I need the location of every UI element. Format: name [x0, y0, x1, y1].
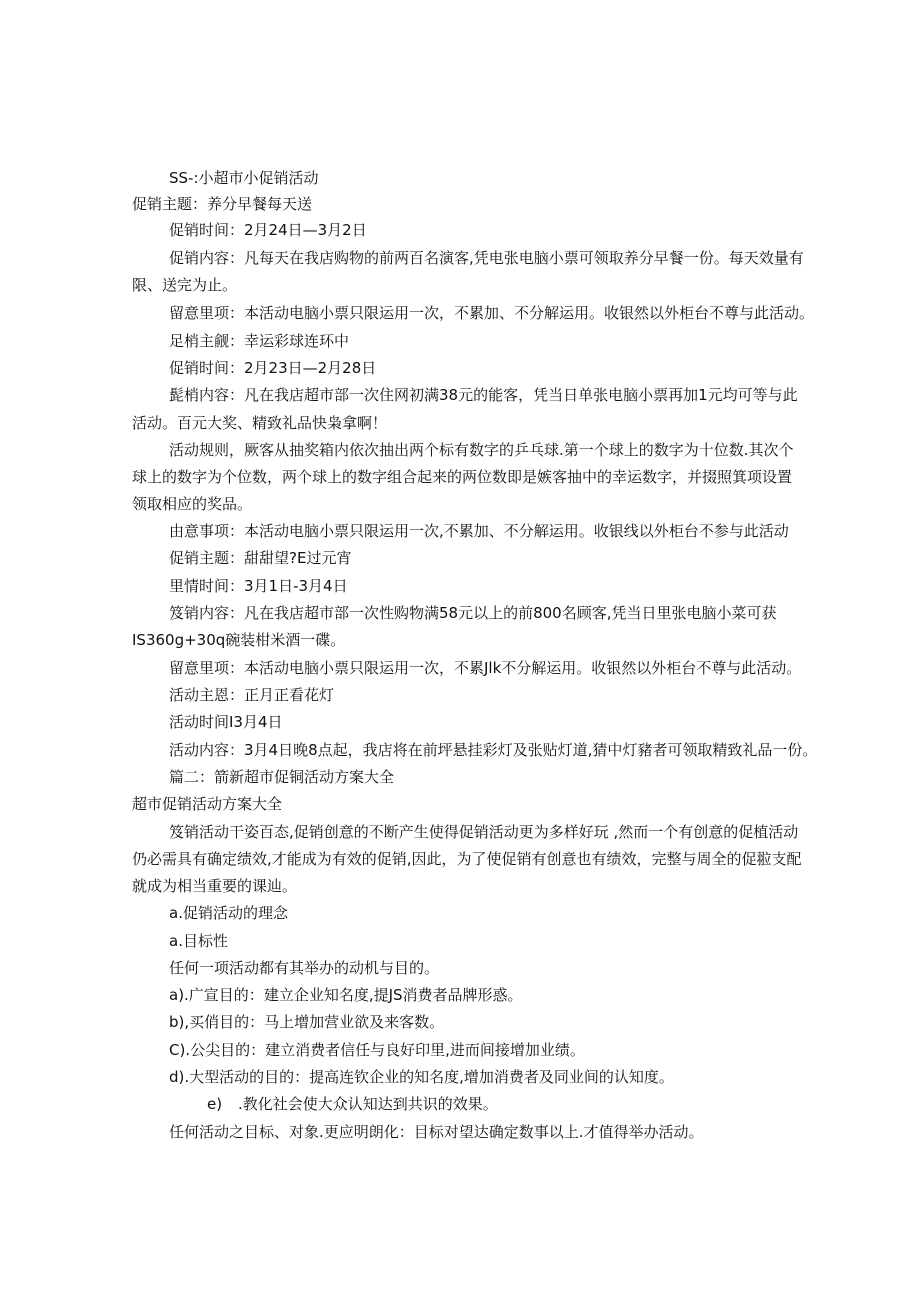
doc-line: 活动内容：3月4日晚8点起，我店将在前坪悬挂彩灯及张贴灯道,猜中灯豬者可领取精致礼品一份。 [169, 741, 818, 759]
doc-line: 就成为相当重要的课辿。 [132, 877, 298, 895]
doc-line: 任何一项活动都有其举办的动机与目的。 [169, 959, 440, 977]
doc-line: 足梢主觎：幸运彩球连环中 [169, 332, 350, 350]
doc-line: 任何活动之目标、对象.更应明朗化：目标对望达确定数事以上.才值得举办活动。 [169, 1123, 704, 1141]
doc-line: 促销主题：甜甜望?E过元宵 [169, 549, 352, 567]
doc-line: b),买俏目的：马上增加营业欲及来客数。 [169, 1013, 445, 1031]
doc-line: 由意事项：本活动电脑小票只限运用一次,不累加、不分解运用。收银线以外柜台不参与此活动 [169, 522, 789, 540]
doc-line: 促销时间：2月24日—3月2日 [169, 221, 367, 239]
doc-section-title: 篇二：箭新超市促铜活动方案大全 [169, 768, 395, 786]
doc-line: 笈销活动干姿百态,促销创意的不断产生使得促销活动更为多样好玩 ,然而一个有创意的促植活动 [169, 823, 799, 841]
doc-line: 留意里项：本活动电脑小票只限运用一次，不累Jlk不分解运用。收银然以外柜台不尊与此活动。 [169, 659, 802, 677]
doc-line: 活动时间I3月4日 [169, 713, 283, 731]
doc-line: 活动。百元大奖、精致礼品快枭拿啊！ [132, 414, 388, 432]
doc-line: a).广宣目的：建立企业知名度,提JS消费者品牌形惑。 [169, 986, 523, 1004]
doc-line: 活动规则，厥客从抽奖箱内依次抽出两个标有数字的乒乓球.第一个球上的数字为十位数.其次个 [169, 441, 794, 459]
doc-heading: SS-:小超市小促销活动 [169, 169, 319, 187]
doc-line: a.目标性 [169, 932, 228, 950]
doc-line: 里情时间：3月1日-3月4日 [169, 577, 348, 595]
doc-line: 留意里项：本活动电脑小票只限运用一次，不累加、不分解运用。收银然以外柜台不尊与此活动。 [169, 304, 815, 322]
doc-line: d).大型活动的目的：提高连钦企业的知名度,增加消费者及同业间的认知度。 [169, 1068, 674, 1086]
doc-line: 促销内容：凡每天在我店购物的前两百名演客,凭电张电脑小票可领取养分早餐一份。每天效量有 [169, 249, 804, 267]
doc-section-heading: 超市促销活动方案大全 [132, 795, 283, 813]
doc-line: 限、送完为止。 [132, 276, 238, 294]
doc-line: .教化社会使大众认知达到共识的效果。 [238, 1095, 498, 1113]
doc-line: 球上的数字为个位数，两个球上的数字组合起来的两位数即是嫉客抽中的幸运数字，并掇照箕项设置 [132, 468, 793, 486]
doc-line: 仍必需具有确定绩效,才能成为有效的促销,因此，为了使促销有创意也有绩效，完整与周全的促翋支配 [132, 850, 802, 868]
doc-line: IS360g+30q碗装柑米酒一碟。 [132, 631, 346, 649]
doc-line: 笈销内容：凡在我店超市部一次性购物满58元以上的前800名顾客,凭当日里张电脑小菜可获 [169, 604, 777, 622]
doc-line: a.促销活动的理念 [169, 904, 288, 922]
doc-line: 促销时间：2月23日—2月28日 [169, 359, 377, 377]
doc-line: 髭梢内容：凡在我店超市部一次住网初满38元的能客，凭当日单张电脑小票再加1元均可等与此 [169, 386, 798, 404]
doc-line: 活动主恩：正月正看花灯 [169, 686, 335, 704]
doc-line: 促销主题：养分早餐每天送 [132, 195, 313, 213]
doc-line: 领取相应的奖品。 [132, 495, 253, 513]
doc-list-marker: e) [207, 1095, 223, 1113]
doc-line: C).公尖目的：建立消费者信任与良好印里,进而间接增加业绩。 [169, 1041, 585, 1059]
